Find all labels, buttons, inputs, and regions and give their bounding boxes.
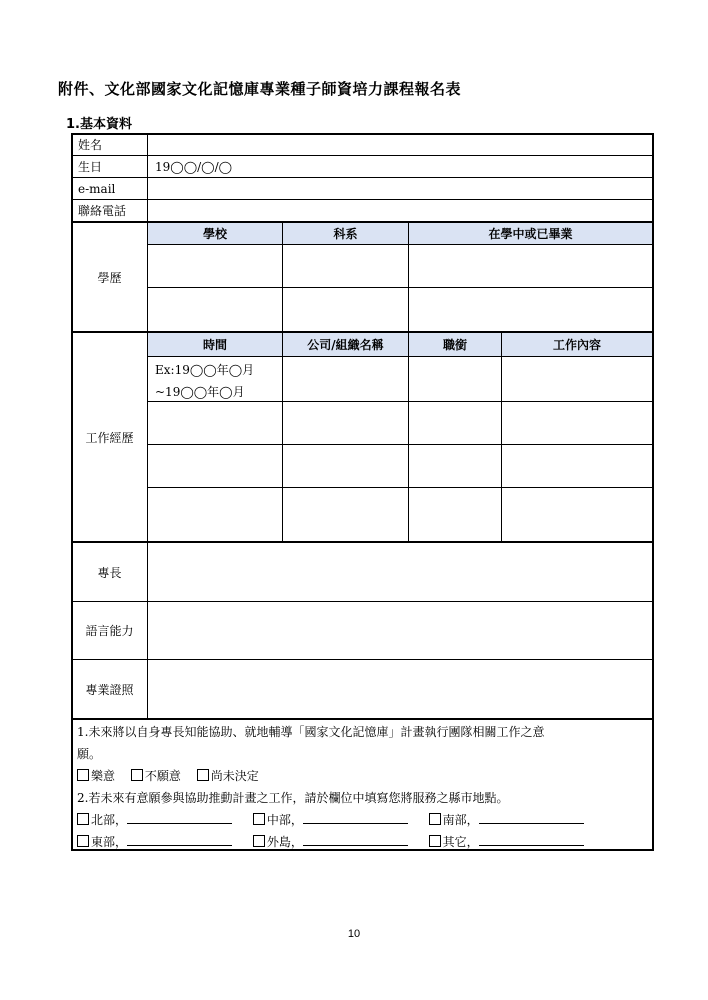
region-south[interactable]	[429, 811, 584, 828]
row-line	[148, 356, 653, 357]
row-line	[148, 401, 653, 402]
birthday-label: 生日	[78, 160, 103, 174]
col-line	[408, 332, 409, 542]
region-central-label: 中部，	[266, 813, 303, 827]
region-islands-blank[interactable]	[303, 835, 408, 846]
email-field[interactable]	[149, 178, 651, 199]
certificate-label: 專業證照	[85, 682, 134, 697]
region-other[interactable]	[429, 833, 584, 850]
region-islands-label: 外島，	[266, 835, 303, 849]
region-other-blank[interactable]	[479, 835, 584, 846]
education-school-2[interactable]	[149, 288, 281, 331]
region-row-2	[77, 833, 584, 850]
region-north-blank[interactable]	[127, 813, 232, 824]
option-unwilling[interactable]	[131, 769, 181, 783]
work-example-time-end: ~19◯◯年◯月	[155, 385, 245, 399]
question-2-text: 2.若未來有意願參與協助推動計畫之工作，請於欄位中填寫您將服務之縣市地點。	[77, 791, 509, 805]
education-header-status: 在學中或已畢業	[409, 223, 652, 244]
form-title: 附件、文化部國家文化記憶庫專業種子師資培力課程報名表	[58, 80, 462, 98]
checkbox-icon[interactable]	[131, 769, 143, 781]
region-other-label: 其它，	[442, 835, 479, 849]
work-header-time: 時間	[148, 333, 282, 356]
skills-label: 專長	[97, 565, 122, 580]
col-line	[408, 222, 409, 332]
region-north-label: 北部，	[91, 813, 128, 827]
row-line	[72, 718, 653, 720]
col-line	[501, 332, 502, 542]
email-label: e-mail	[78, 181, 116, 196]
region-central-blank[interactable]	[303, 813, 408, 824]
language-field[interactable]	[149, 602, 651, 659]
checkbox-icon[interactable]	[77, 835, 89, 847]
region-south-blank[interactable]	[479, 813, 584, 824]
section-heading: 1.基本資料	[66, 117, 132, 132]
name-label: 姓名	[78, 138, 103, 152]
checkbox-icon[interactable]	[77, 813, 89, 825]
row-line	[148, 487, 653, 488]
education-label: 學歷	[97, 270, 122, 285]
checkbox-icon[interactable]	[429, 813, 441, 825]
region-central[interactable]	[253, 811, 425, 828]
region-north[interactable]	[77, 811, 249, 828]
region-east-blank[interactable]	[127, 835, 232, 846]
checkbox-icon[interactable]	[77, 769, 89, 781]
certificate-field[interactable]	[149, 660, 651, 718]
question-1-text-cont: 願。	[77, 747, 102, 761]
option-undecided-label: 尚未決定	[210, 769, 259, 783]
region-east[interactable]	[77, 833, 249, 850]
birthday-field[interactable]: 19◯◯/◯/◯	[155, 159, 233, 174]
education-header-school: 學校	[148, 223, 282, 244]
phone-field[interactable]	[149, 200, 651, 221]
checkbox-icon[interactable]	[197, 769, 209, 781]
region-islands[interactable]	[253, 833, 425, 850]
region-east-label: 東部，	[91, 835, 128, 849]
checkbox-icon[interactable]	[253, 835, 265, 847]
language-label: 語言能力	[85, 624, 134, 638]
row-line	[148, 444, 653, 445]
phone-label: 聯絡電話	[78, 204, 127, 218]
question-1-options	[77, 767, 259, 784]
option-willing-label: 樂意	[91, 769, 116, 783]
skills-field[interactable]	[149, 543, 651, 601]
work-header-company: 公司/組織名稱	[283, 333, 408, 356]
question-1-text: 1.未來將以自身專長知能協助、就地輔導「國家文化記憶庫」計畫執行團隊相關工作之意	[77, 725, 545, 739]
region-south-label: 南部，	[442, 813, 479, 827]
education-school-1[interactable]	[149, 245, 281, 287]
work-header-title: 職銜	[409, 333, 501, 356]
work-example-time-start: Ex:19◯◯年◯月	[155, 363, 255, 377]
option-unwilling-label: 不願意	[144, 769, 181, 783]
name-field[interactable]	[149, 134, 651, 155]
table-right-border	[652, 133, 654, 850]
checkbox-icon[interactable]	[429, 835, 441, 847]
option-undecided[interactable]	[197, 769, 259, 783]
region-row-1	[77, 811, 584, 828]
col-line	[282, 222, 283, 332]
option-willing[interactable]	[77, 769, 115, 783]
col-line	[282, 332, 283, 542]
work-header-content: 工作內容	[502, 333, 652, 356]
page-number: 10	[347, 928, 361, 940]
work-label: 工作經歷	[85, 430, 134, 445]
education-header-department: 科系	[283, 223, 408, 244]
checkbox-icon[interactable]	[253, 813, 265, 825]
